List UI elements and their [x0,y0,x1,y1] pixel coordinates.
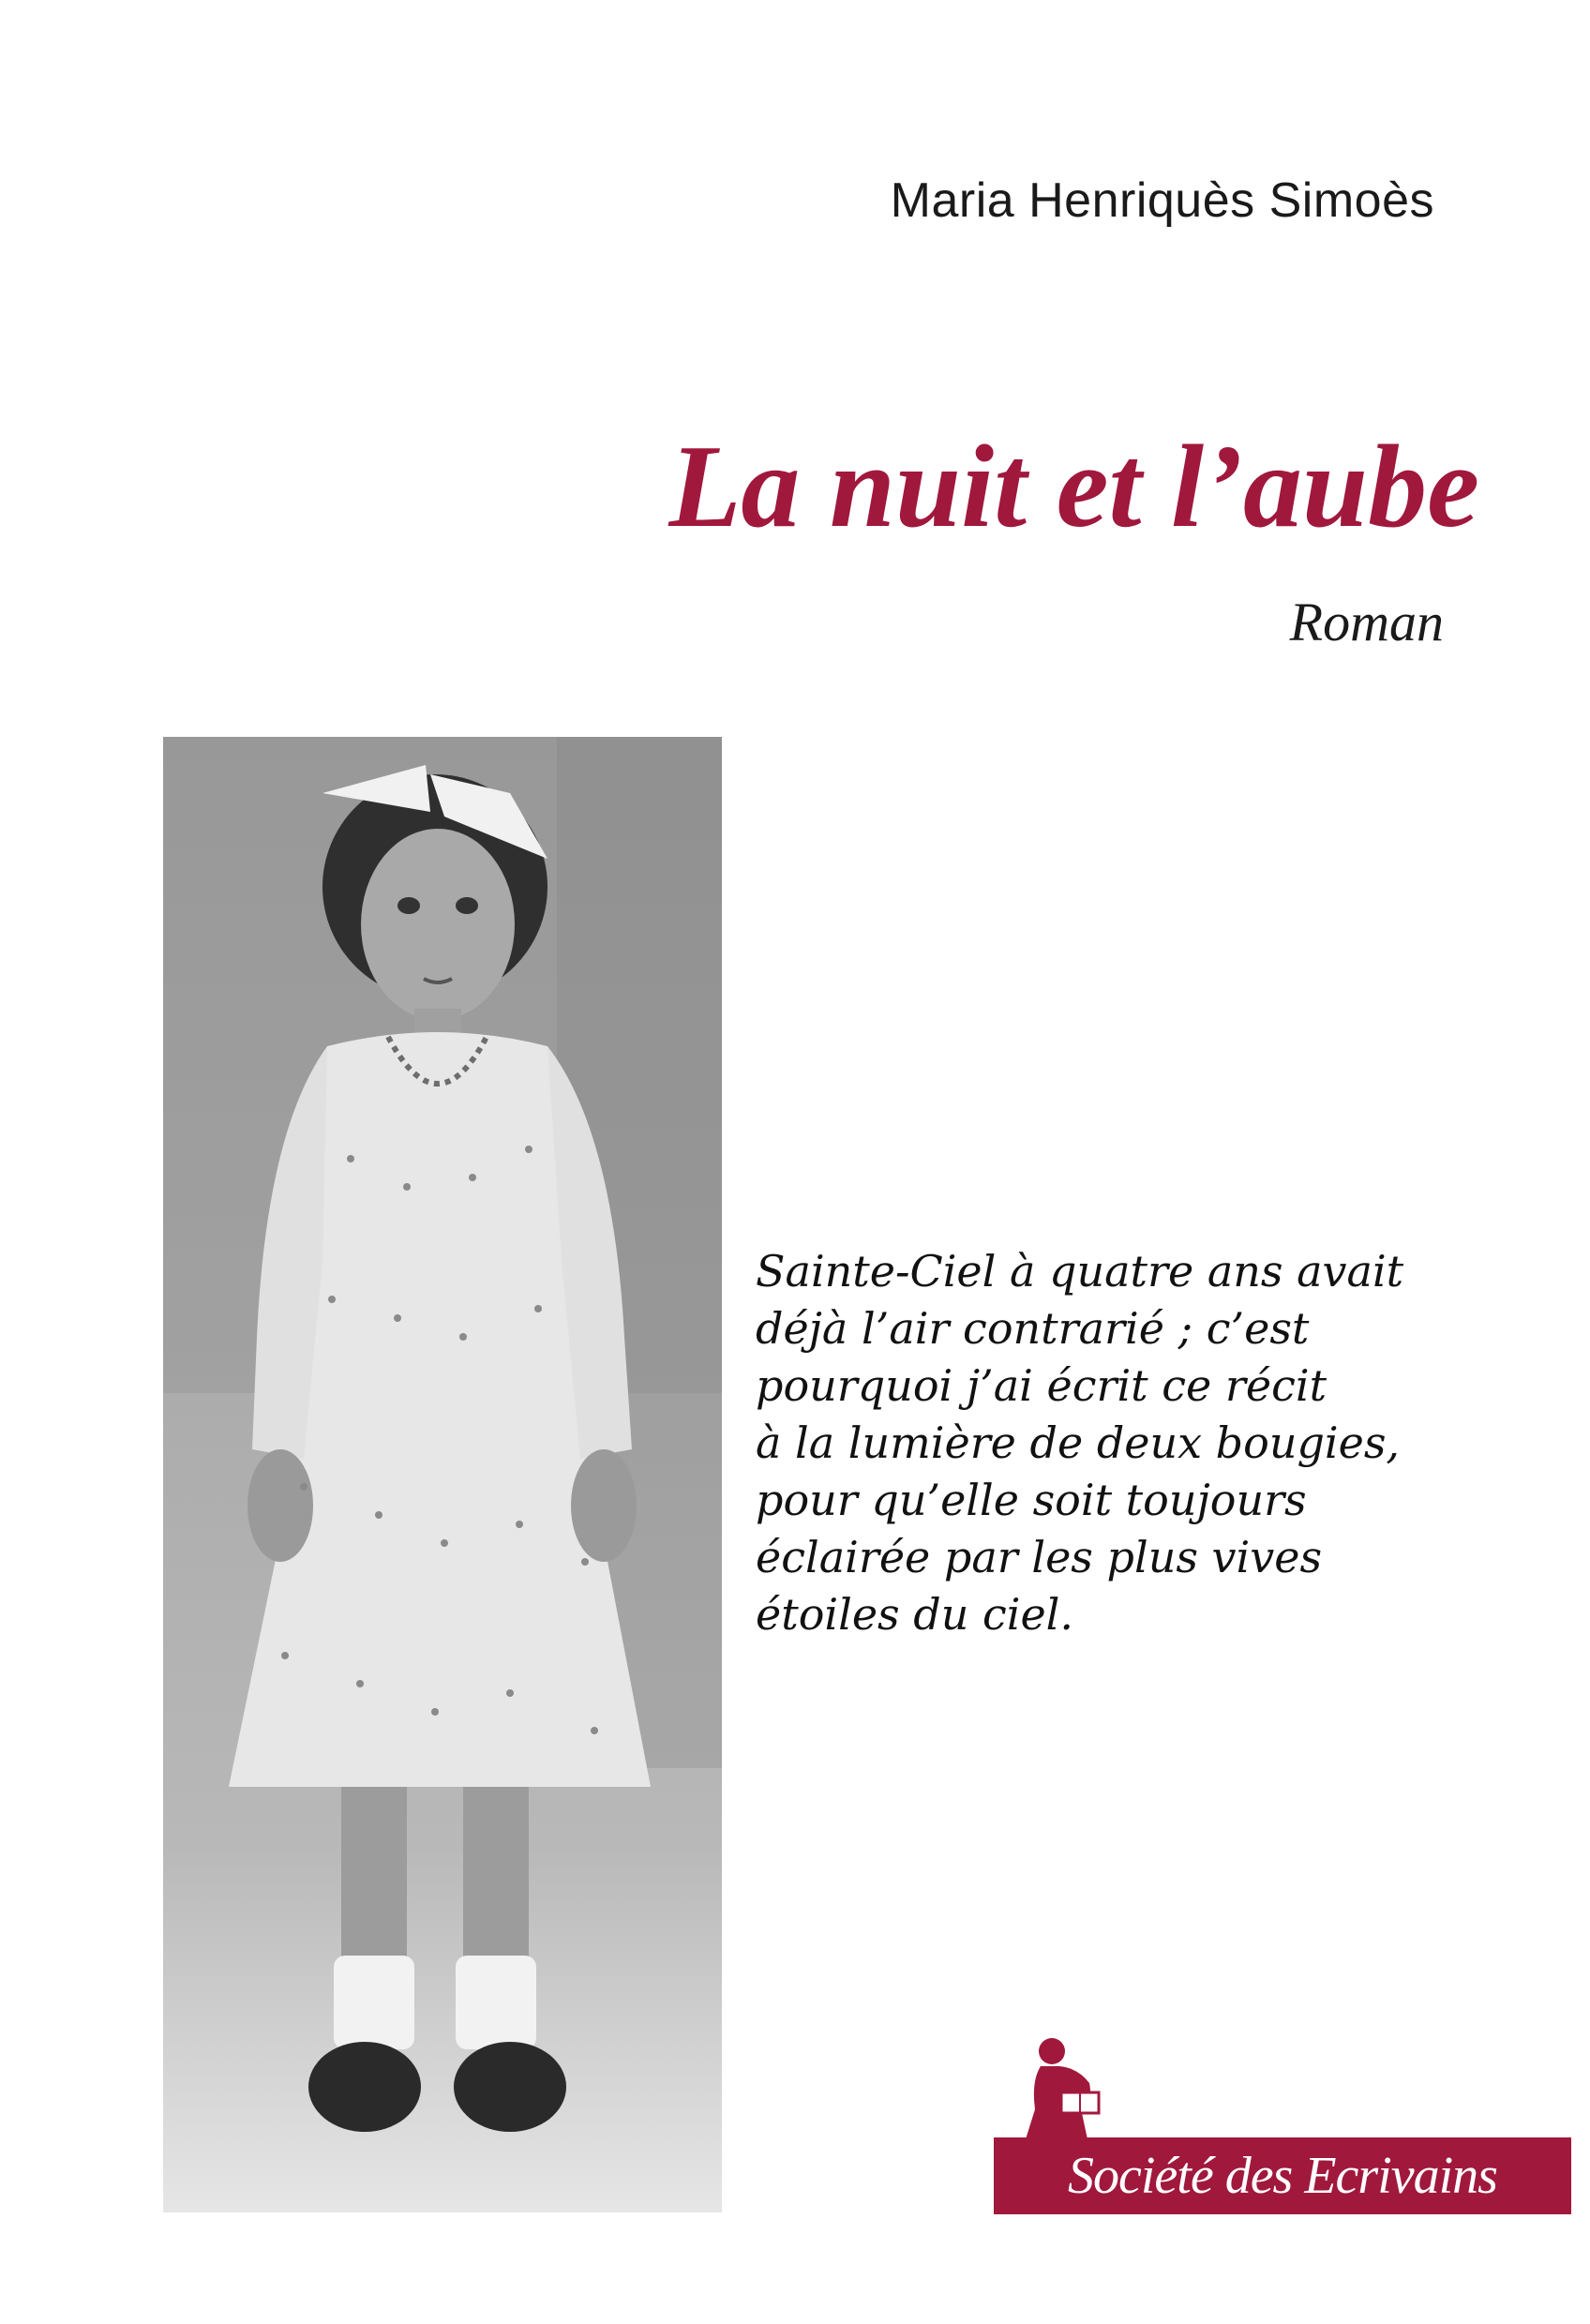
blurb-line: Sainte-Ciel à quatre ans avait [756,1246,1404,1297]
author-name: Maria Henriquès Simoès [890,173,1434,228]
blurb-line: pourquoi j’ai écrit ce récit [756,1360,1328,1411]
book-genre: Roman [1289,592,1444,652]
blurb-line: éclairée par les plus vives [756,1532,1323,1582]
back-blurb [756,1243,1524,1643]
blurb-line: étoiles du ciel. [756,1589,1074,1640]
reading-man-icon [1003,2034,1116,2139]
book-title: La nuit et l’aube [668,422,1479,552]
blurb-line: pour qu’elle soit toujours [756,1475,1307,1525]
publisher-logo [994,2034,1571,2214]
publisher-name: Société des Ecrivains [994,2137,1571,2214]
blurb-line: à la lumière de deux bougies, [756,1417,1401,1468]
cover-photo [163,737,722,2212]
blurb-line: déjà l’air contrarié ; c’est [756,1303,1310,1354]
